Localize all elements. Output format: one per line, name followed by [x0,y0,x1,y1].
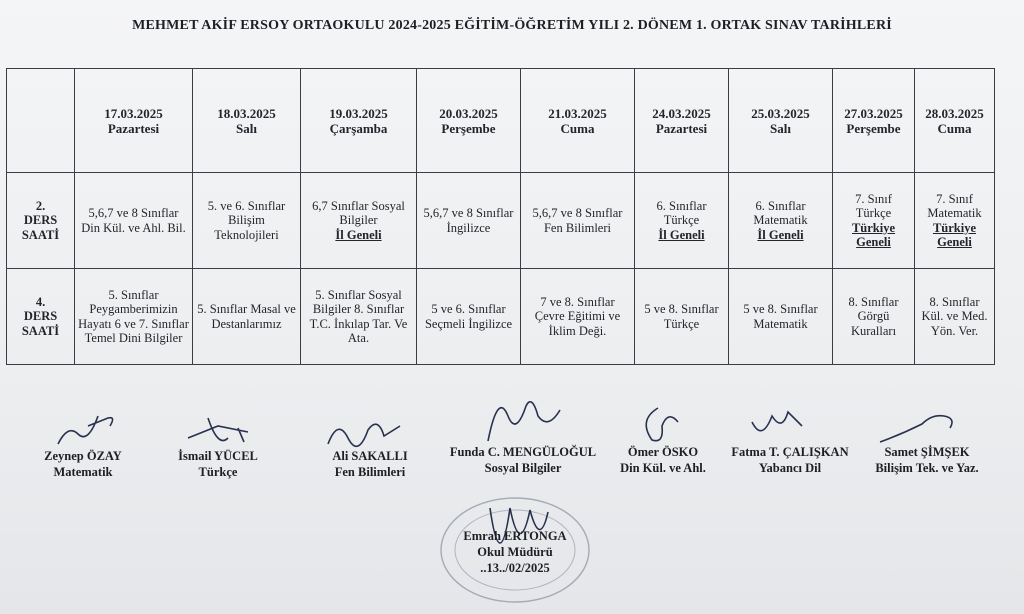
exam-cell: 5 ve 6. Sınıflar Seçmeli İngilizce [417,269,521,365]
exam-cell: 5 ve 8. Sınıflar Matematik [729,269,833,365]
principal-signature-block [440,528,590,576]
signatory: Ömer ÖSKO Din Kül. ve Ahl. [608,444,718,476]
signature-scribble [742,402,812,452]
exam-cell: 6,7 Sınıflar Sosyal Bilgiler İl Geneli [301,173,417,269]
exam-cell: 6. Sınıflar Matematik İl Geneli [729,173,833,269]
principal-role: Okul Müdürü [477,545,553,559]
period-row [7,173,995,269]
day-header: 28.03.2025 Cuma [915,69,995,173]
exam-cell: 8. Sınıflar Kül. ve Med. Yön. Ver. [915,269,995,365]
exam-cell: 5,6,7 ve 8 Sınıflar Din Kül. ve Ahl. Bil. [75,173,193,269]
signature-scribble [48,404,128,454]
corner-cell [7,69,75,173]
day-header: 25.03.2025 Salı [729,69,833,173]
exam-cell: 7. Sınıf Matematik Türkiye Geneli [915,173,995,269]
exam-cell: 5. ve 6. Sınıflar Bilişim Teknolojileri [193,173,301,269]
signature-date: ..13../02/2025 [480,561,550,575]
exam-cell: 7. Sınıf Türkçe Türkiye Geneli [833,173,915,269]
day-header: 27.03.2025 Perşembe [833,69,915,173]
period-label: 2. DERS SAATİ [7,173,75,269]
signature-scribble [628,400,688,450]
exam-cell: 5,6,7 ve 8 Sınıflar Fen Bilimleri [521,173,635,269]
exam-cell: 7 ve 8. Sınıflar Çevre Eğitimi ve İklim Deği. [521,269,635,365]
signature-scribble [872,404,962,454]
exam-cell: 5,6,7 ve 8 Sınıflar İngilizce [417,173,521,269]
day-header: 20.03.2025 Perşembe [417,69,521,173]
header-row [7,69,995,173]
signature-scribble [468,386,578,446]
principal-name: Emrah ERTONGA [463,529,567,543]
exam-cell: 5. Sınıflar Peygamberimizin Hayatı 6 ve 7. Sınıflar Temel Dini Bilgiler [75,269,193,365]
period-row [7,269,995,365]
exam-schedule-table [6,68,995,365]
exam-cell: 5. Sınıflar Sosyal Bilgiler 8. Sınıflar T.C. İnkılap Tar. Ve Ata. [301,269,417,365]
exam-cell: 5 ve 8. Sınıflar Türkçe [635,269,729,365]
signatory: Samet ŞİMŞEK Bilişim Tek. ve Yaz. [862,444,992,476]
period-label: 4. DERS SAATİ [7,269,75,365]
exam-cell: 8. Sınıflar Görgü Kuralları [833,269,915,365]
exam-cell: 6. Sınıflar Türkçe İl Geneli [635,173,729,269]
day-header: 24.03.2025 Pazartesi [635,69,729,173]
day-header: 17.03.2025 Pazartesi [75,69,193,173]
exam-cell: 5. Sınıflar Masal ve Destanlarımız [193,269,301,365]
signatory: Fatma T. ÇALIŞKAN Yabancı Dil [722,444,858,476]
document-title: MEHMET AKİF ERSOY ORTAOKULU 2024-2025 EĞİTİM-ÖĞRETİM YILI 2. DÖNEM 1. ORTAK SINAV TARİHLERİ [132,18,892,33]
signatory: İsmail YÜCEL Türkçe [158,448,278,480]
signatory: Zeynep ÖZAY Matematik [28,448,138,480]
signature-scribble [320,408,410,458]
day-header: 19.03.2025 Çarşamba [301,69,417,173]
day-header: 18.03.2025 Salı [193,69,301,173]
signature-scribble [178,408,258,458]
signatory: Funda C. MENGÜLOĞUL Sosyal Bilgiler [438,444,608,476]
signatory: Ali SAKALLI Fen Bilimleri [310,448,430,480]
day-header: 21.03.2025 Cuma [521,69,635,173]
